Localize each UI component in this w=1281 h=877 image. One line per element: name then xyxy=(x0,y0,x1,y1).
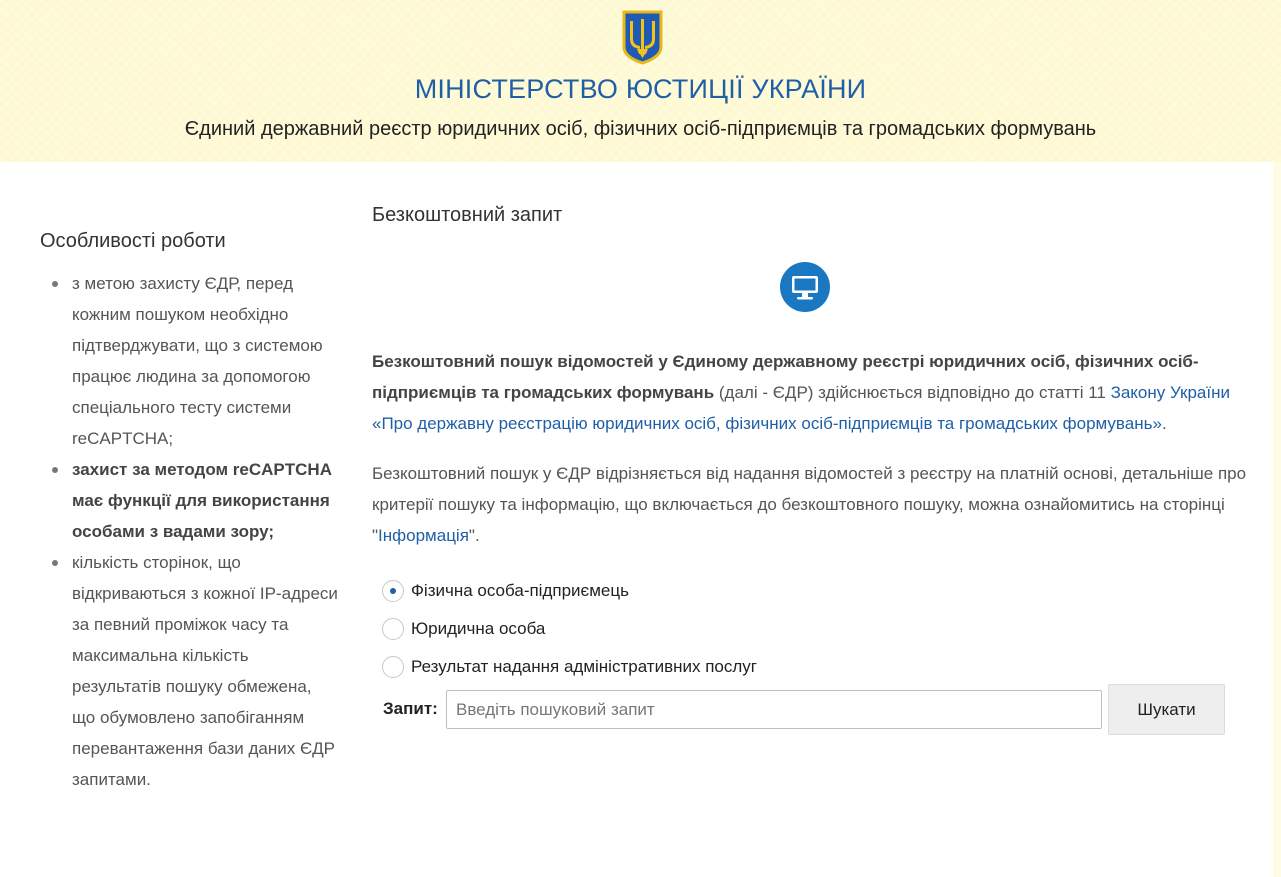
radio-label: Фізична особа-підприємець xyxy=(411,581,629,600)
trident-emblem-icon xyxy=(621,9,664,65)
radio-individual-entrepreneur[interactable] xyxy=(382,572,757,610)
list-item: захист за методом reCAPTCHA має функції для використання особами з вадами зору; xyxy=(48,454,338,547)
law-link[interactable]: Закону України «Про державну реєстрацію юридичних осіб, фізичних осіб-підприємців та громадських формувань» xyxy=(372,383,1230,433)
registry-subtitle: Єдиний державний реєстр юридичних осіб, фізичних осіб-підприємців та громадських формувань xyxy=(184,118,1097,140)
intro-text: (далі - ЄДР) здійснюється відповідно до статті 11 xyxy=(714,383,1111,402)
info-page-link[interactable]: Інформація xyxy=(378,526,469,545)
list-item: кількість сторінок, що відкриваються з кожної IP-адреси за певний проміжок часу та максимальна кількість результатів пошуку обмежена, що обумовлено запобіганням перевантаження бази даних ЄДР запитами. xyxy=(48,547,338,795)
radio-label: Результат надання адміністративних послуг xyxy=(411,657,757,676)
search-input[interactable] xyxy=(446,690,1102,729)
search-button[interactable]: Шукати xyxy=(1108,684,1225,735)
radio-button-checked[interactable] xyxy=(382,580,404,602)
sidebar-notes-list xyxy=(48,268,338,795)
query-label: Запит: xyxy=(383,699,438,718)
list-item: з метою захисту ЄДР, перед кожним пошуком необхідно підтверджувати, що з системою працює людина за допомогою спеціального тесту системи reCAPTCHA; xyxy=(48,268,338,454)
intro-paragraph: Безкоштовний пошук відомостей у Єдиному державному реєстрі юридичних осіб, фізичних осіб-підприємців та громадських формувань (далі - ЄДР) здійснюється відповідно до статті 11 Закону України «Про державну реєстрацію юридичних осіб, фізичних осіб-підприємців та громадських формувань». xyxy=(372,352,1230,433)
ministry-title: МІНІСТЕРСТВО ЮСТИЦІЇ УКРАЇНИ xyxy=(414,74,867,104)
info-paragraph: Безкоштовний пошук у ЄДР відрізняється від надання відомостей з реєстру на платній основі, детальніше про критерії пошуку та інформацію, що включається до безкоштовного пошуку, можна ознайомитись на сторінці "Інформація". xyxy=(372,464,1247,545)
radio-legal-entity[interactable] xyxy=(382,610,757,648)
radio-label: Юридична особа xyxy=(411,619,546,638)
intro-bold-text: Безкоштовний пошук відомостей у Єдиному державному реєстрі юридичних осіб, фізичних осіб-підприємців та громадських формувань xyxy=(372,352,1199,402)
page-title: Безкоштовний запит xyxy=(372,204,563,226)
monitor-icon xyxy=(780,262,830,312)
info-text: Безкоштовний пошук у ЄДР відрізняється від надання відомостей з реєстру на платній основі, детальніше про критерії пошуку та інформацію, що включається до безкоштовного пошуку, можна ознайомитись на сторінці xyxy=(372,464,1247,514)
radio-button[interactable] xyxy=(382,656,404,678)
sidebar-title: Особливості роботи xyxy=(40,230,226,252)
search-type-radio-group xyxy=(382,572,757,686)
page-header xyxy=(0,0,1281,162)
radio-admin-services-result[interactable] xyxy=(382,648,757,686)
radio-button[interactable] xyxy=(382,618,404,640)
